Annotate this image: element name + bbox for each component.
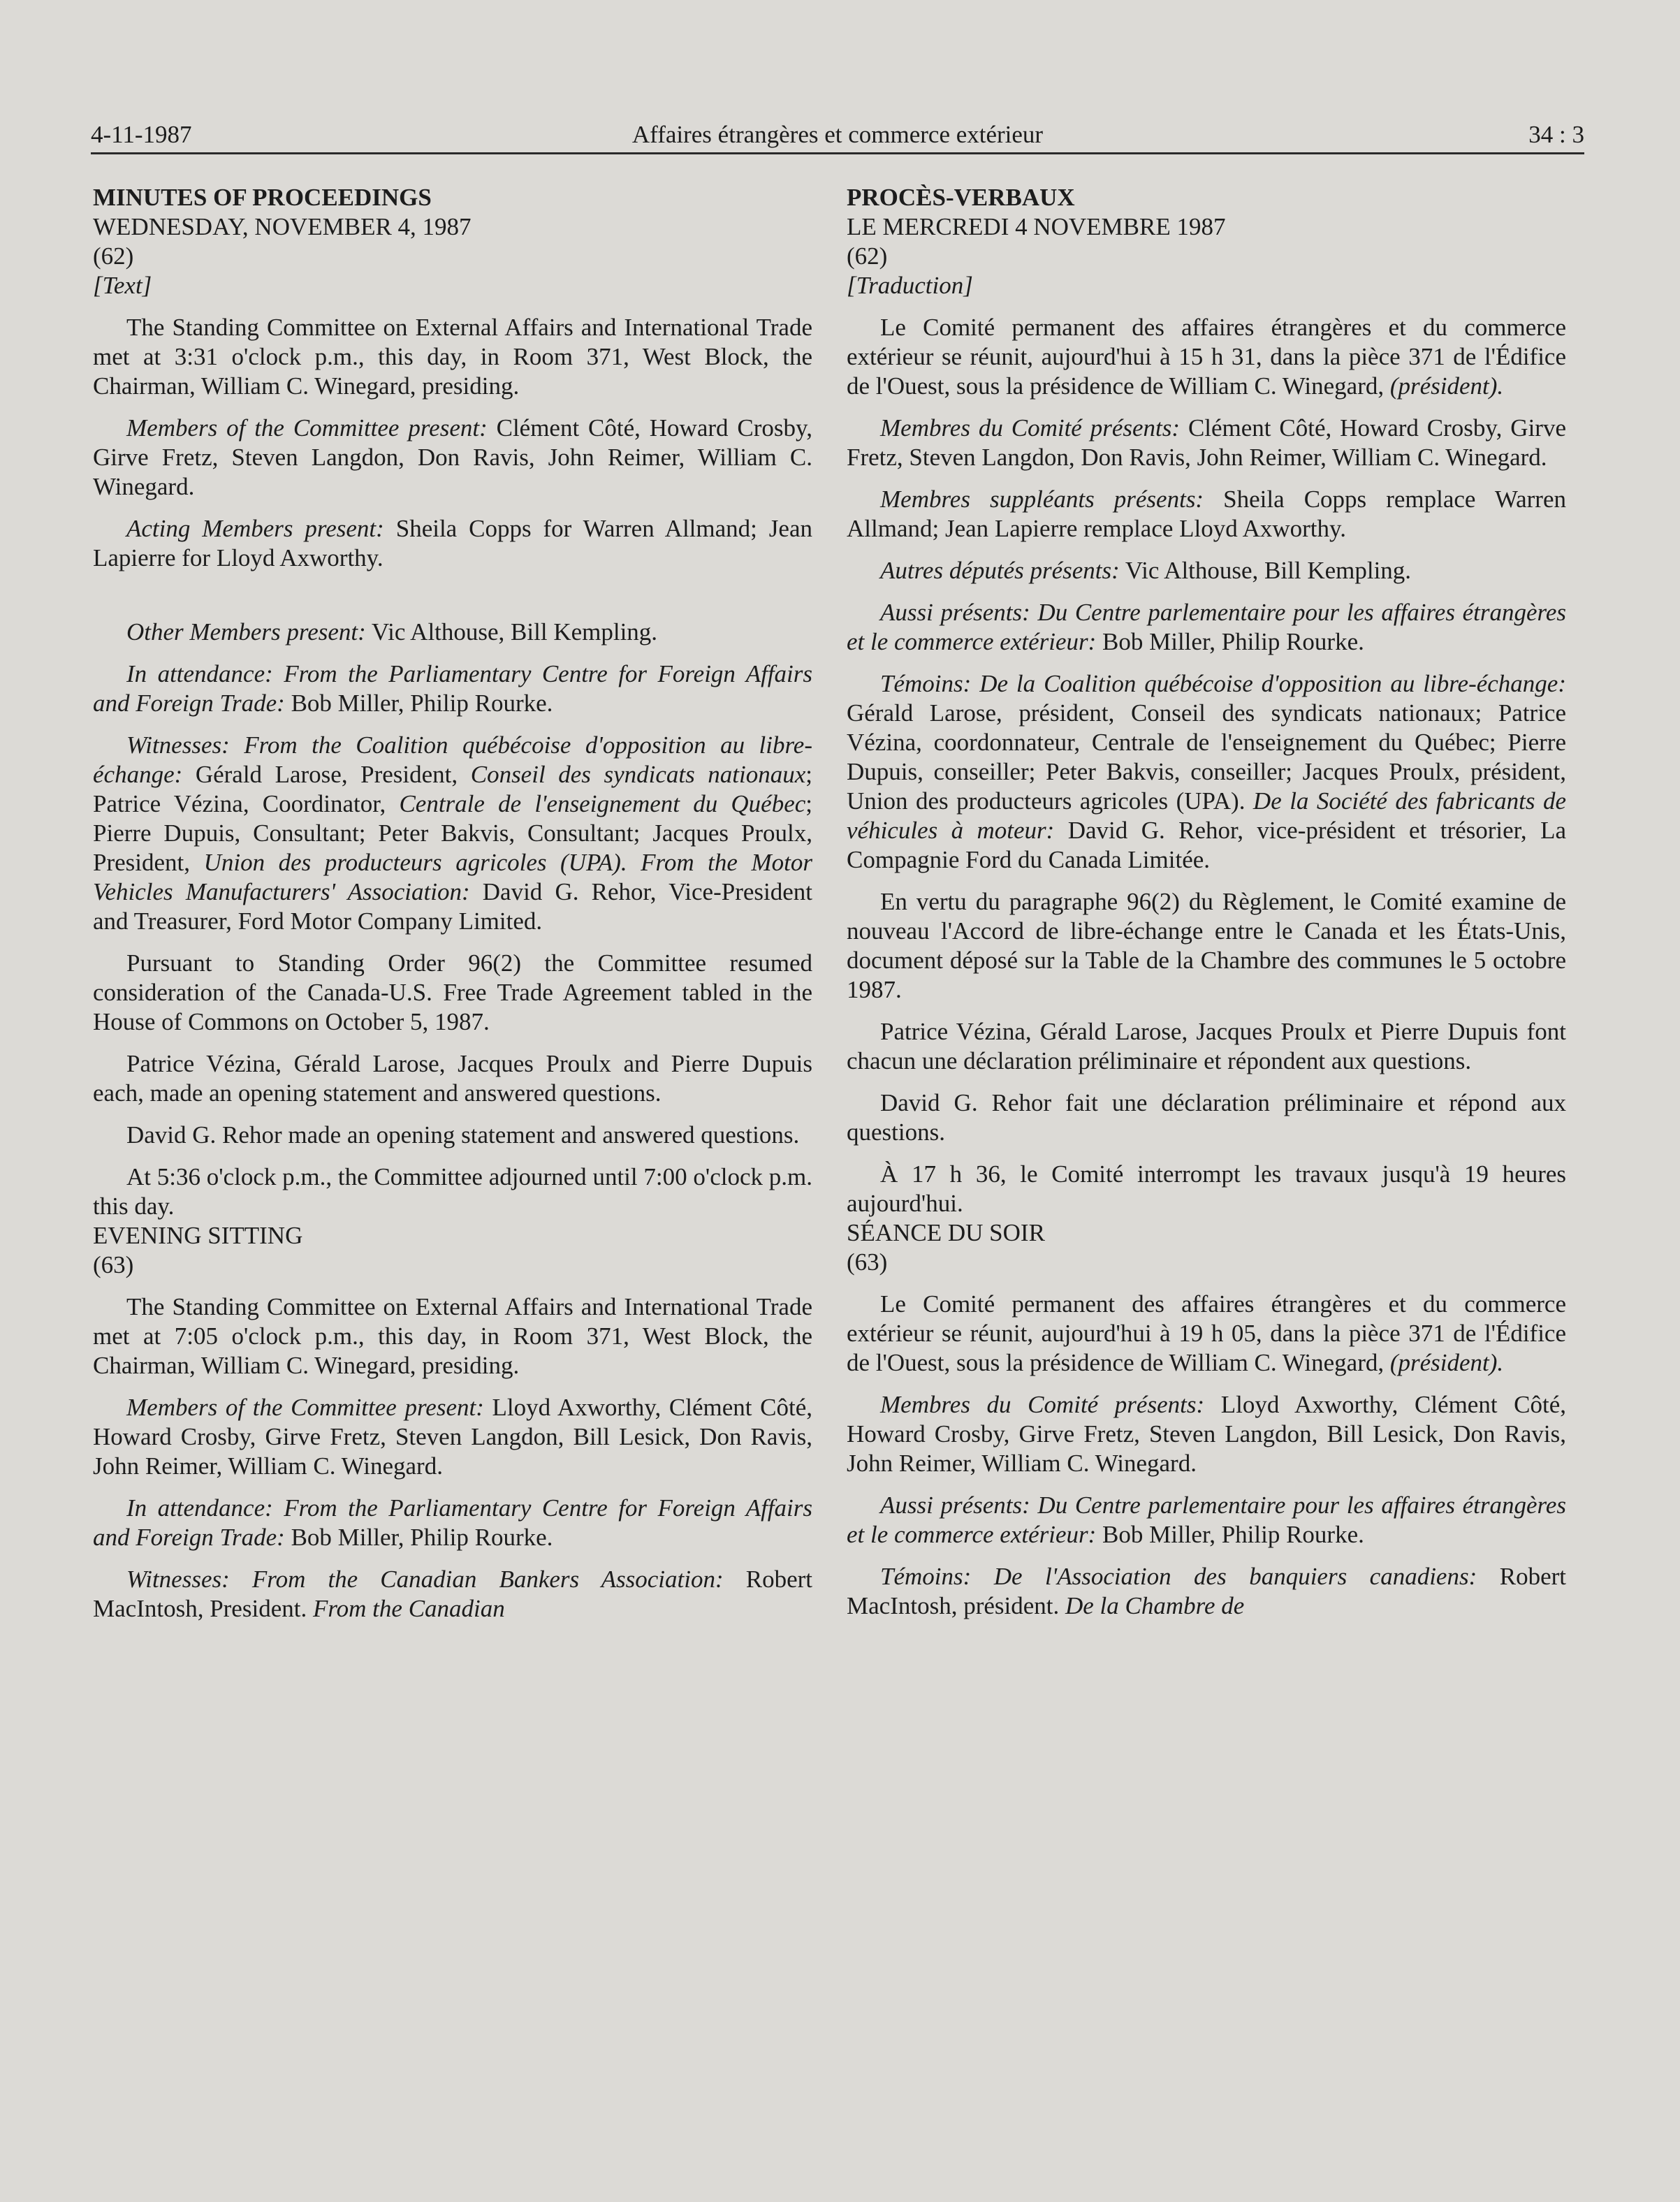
en-text-tag: [Text] bbox=[93, 272, 152, 299]
header-date: 4-11-1987 bbox=[91, 121, 192, 148]
en-evening-heading: EVENING SITTING bbox=[93, 1222, 303, 1249]
en-in-attendance: In attendance: From the Parliamentary Centre for Foreign Affairs and Foreign Trade: Bob Miller, Philip Rourke. bbox=[93, 660, 812, 717]
header-rule bbox=[91, 152, 1584, 154]
en-section-heading: MINUTES OF PROCEEDINGS bbox=[93, 184, 432, 211]
fr-meeting-number: (62) bbox=[847, 242, 888, 270]
fr-witnesses: Témoins: De la Coalition québécoise d'opposition au libre-échange: Gérald Larose, président, Conseil des syndicats nationaux; Patrice Vézina, coordonnateur, Centrale de l'enseignement du Québec; Pierre Dupuis, conseiller; Peter Bakvis, conseiller; Jacques Proulx, président, Union des producteurs agricoles (UPA). De la Société des fabricants de véhicules à moteur: David G. Rehor, vice-président et trésorier, La Compagnie Ford du Canada Limitée. bbox=[847, 670, 1566, 873]
fr-members-present: Membres du Comité présents: Clément Côté, Howard Crosby, Girve Fretz, Steven Langdon, Don Ravis, John Reimer, William C. Winegard. bbox=[847, 414, 1566, 471]
fr-evening-paragraph: Le Comité permanent des affaires étrangères et du commerce extérieur se réunit, aujourd'hui à 19 h 05, dans la pièce 371 de l'Édifice de l'Ouest, sous la présidence de William C. Winegard, (président). bbox=[847, 1290, 1566, 1376]
en-acting-members: Acting Members present: Sheila Copps for Warren Allmand; Jean Lapierre for Lloyd Axworthy. bbox=[93, 515, 812, 571]
fr-statements-paragraph: Patrice Vézina, Gérald Larose, Jacques Proulx et Pierre Dupuis font chacun une déclaration préliminaire et répondent aux questions. bbox=[847, 1018, 1566, 1074]
en-evening-attendance: In attendance: From the Parliamentary Centre for Foreign Affairs and Foreign Trade: Bob Miller, Philip Rourke. bbox=[93, 1494, 812, 1551]
en-evening-witnesses: Witnesses: From the Canadian Bankers Association: Robert MacIntosh, President. From the Canadian bbox=[93, 1566, 812, 1622]
fr-evening-members: Membres du Comité présents: Lloyd Axworthy, Clément Côté, Howard Crosby, Girve Fretz, Steven Langdon, Bill Lesick, Don Ravis, John Reimer, William C. Winegard. bbox=[847, 1391, 1566, 1477]
en-evening-number: (63) bbox=[93, 1251, 134, 1278]
fr-rehor-paragraph: David G. Rehor fait une déclaration préliminaire et répond aux questions. bbox=[847, 1089, 1566, 1146]
header-title: Affaires étrangères et commerce extérieur bbox=[631, 121, 1044, 148]
fr-meeting-paragraph: Le Comité permanent des affaires étrangères et du commerce extérieur se réunit, aujourd'hui à 15 h 31, dans la pièce 371 de l'Édifice de l'Ouest, sous la présidence de William C. Winegard, (président). bbox=[847, 314, 1566, 400]
en-adjourn-paragraph: At 5:36 o'clock p.m., the Committee adjourned until 7:00 o'clock p.m. this day. bbox=[93, 1163, 812, 1220]
fr-evening-number: (63) bbox=[847, 1248, 888, 1276]
fr-evening-heading: SÉANCE DU SOIR bbox=[847, 1219, 1045, 1246]
en-meeting-number: (62) bbox=[93, 242, 134, 270]
fr-text-tag: [Traduction] bbox=[847, 272, 973, 299]
en-evening-paragraph: The Standing Committee on External Affairs and International Trade met at 7:05 o'clock p.m., this day, in Room 371, West Block, the Chairman, William C. Winegard, presiding. bbox=[93, 1293, 812, 1379]
en-rehor-paragraph: David G. Rehor made an opening statement and answered questions. bbox=[126, 1121, 800, 1149]
fr-other-members: Autres députés présents: Vic Althouse, Bill Kempling. bbox=[880, 557, 1412, 584]
fr-in-attendance: Aussi présents: Du Centre parlementaire pour les affaires étrangères et le commerce extérieur: Bob Miller, Philip Rourke. bbox=[847, 599, 1566, 655]
en-date-line: WEDNESDAY, NOVEMBER 4, 1987 bbox=[93, 213, 472, 240]
en-other-members: Other Members present: Vic Althouse, Bill Kempling. bbox=[126, 618, 658, 646]
en-pursuant-paragraph: Pursuant to Standing Order 96(2) the Committee resumed consideration of the Canada-U.S. Free Trade Agreement tabled in the House of Commons on October 5, 1987. bbox=[93, 949, 812, 1035]
fr-acting-members: Membres suppléants présents: Sheila Copps remplace Warren Allmand; Jean Lapierre remplace Lloyd Axworthy. bbox=[847, 486, 1566, 542]
en-members-present: Members of the Committee present: Clément Côté, Howard Crosby, Girve Fretz, Steven Langdon, Don Ravis, John Reimer, William C. Winegard. bbox=[93, 414, 812, 500]
en-meeting-paragraph: The Standing Committee on External Affairs and International Trade met at 3:31 o'clock p.m., this day, in Room 371, West Block, the Chairman, William C. Winegard, presiding. bbox=[93, 314, 812, 400]
fr-pursuant-paragraph: En vertu du paragraphe 96(2) du Règlement, le Comité examine de nouveau l'Accord de libre-échange entre le Canada et les États-Unis, document déposé sur la Table de la Chambre des communes le 5 octobre 1987. bbox=[847, 888, 1566, 1003]
fr-evening-attendance: Aussi présents: Du Centre parlementaire pour les affaires étrangères et le commerce extérieur: Bob Miller, Philip Rourke. bbox=[847, 1492, 1566, 1548]
running-header bbox=[91, 117, 1584, 152]
fr-adjourn-paragraph: À 17 h 36, le Comité interrompt les travaux jusqu'à 19 heures aujourd'hui. bbox=[847, 1160, 1566, 1217]
english-column bbox=[93, 183, 812, 1624]
header-page-number: 34 : 3 bbox=[1528, 121, 1584, 148]
fr-evening-witnesses: Témoins: De l'Association des banquiers canadiens: Robert MacIntosh, président. De la Chambre de bbox=[847, 1563, 1566, 1619]
fr-date-line: LE MERCREDI 4 NOVEMBRE 1987 bbox=[847, 213, 1226, 240]
french-column bbox=[847, 183, 1566, 1621]
fr-section-heading: PROCÈS-VERBAUX bbox=[847, 184, 1075, 211]
en-witnesses: Witnesses: From the Coalition québécoise d'opposition au libre-échange: Gérald Larose, President, Conseil des syndicats nationaux; Patrice Vézina, Coordinator, Centrale de l'enseignement du Québec; Pierre Dupuis, Consultant; Peter Bakvis, Consultant; Jacques Proulx, President, Union des producteurs agricoles (UPA). From the Motor Vehicles Manufacturers' Association: David G. Rehor, Vice-President and Treasurer, Ford Motor Company Limited. bbox=[93, 731, 812, 935]
en-evening-members: Members of the Committee present: Lloyd Axworthy, Clément Côté, Howard Crosby, Girve Fretz, Steven Langdon, Bill Lesick, Don Ravis, John Reimer, William C. Winegard. bbox=[93, 1394, 812, 1480]
en-statements-paragraph: Patrice Vézina, Gérald Larose, Jacques Proulx and Pierre Dupuis each, made an opening statement and answered questions. bbox=[93, 1050, 812, 1107]
